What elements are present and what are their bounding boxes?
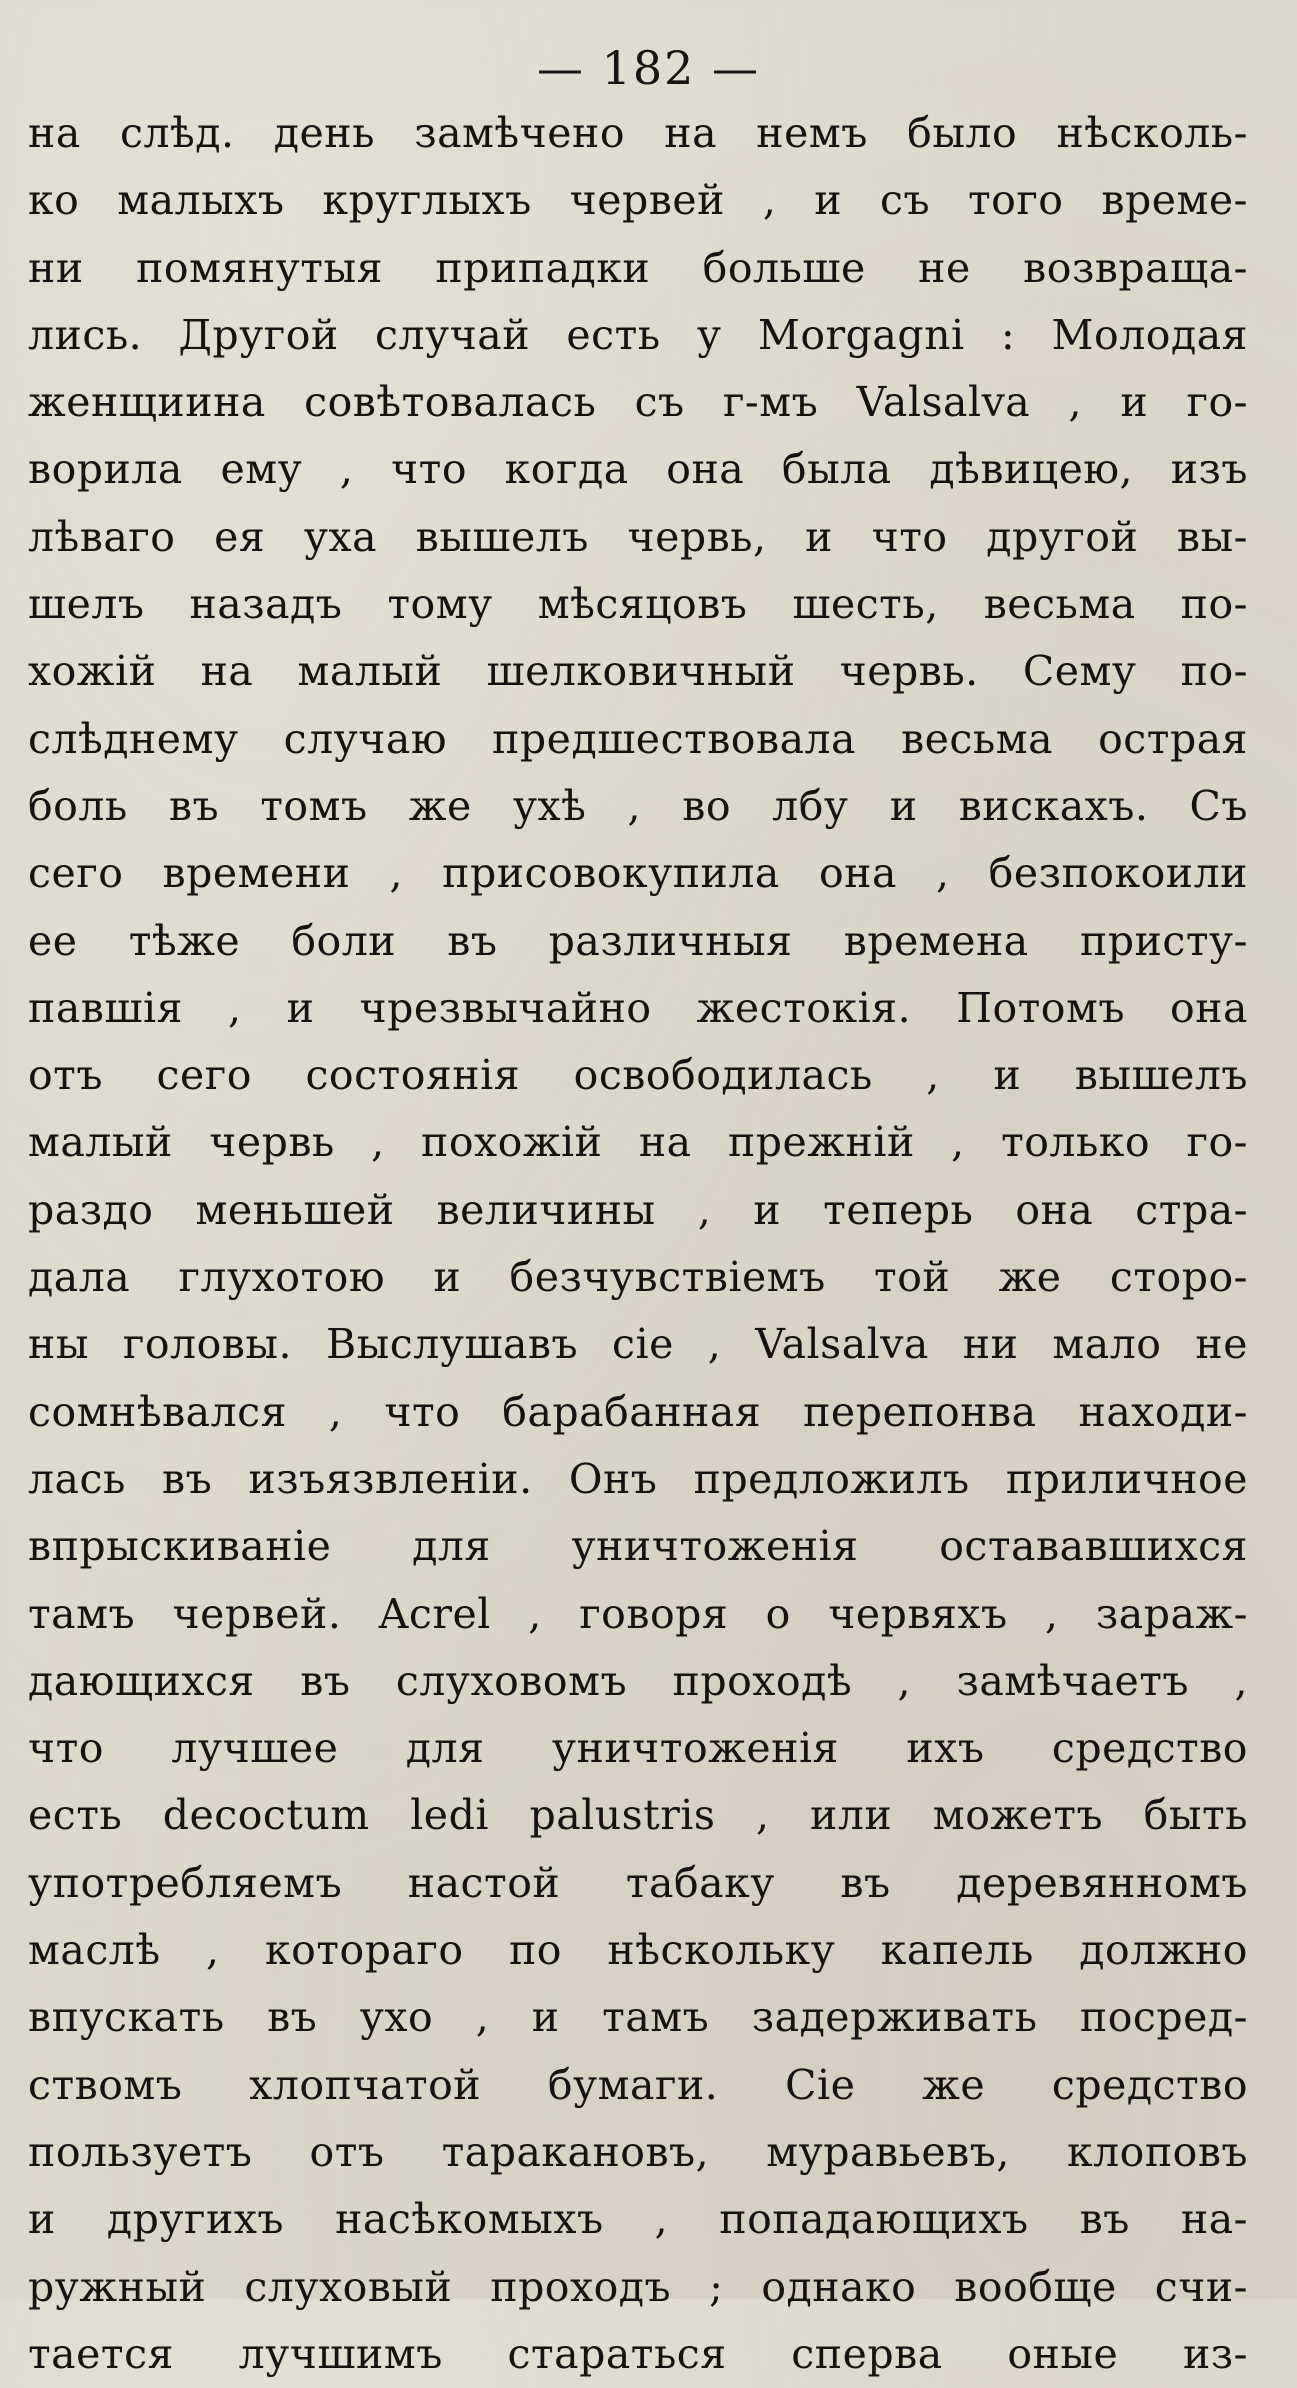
text-line: что лучшее для уничтоженія ихъ средство [28,1724,1248,1773]
text-line: и другихъ насѣкомыхъ , попадающихъ въ на- [28,2195,1248,2244]
text-line: ворила ему , что когда она была дѣвицею, изъ [28,445,1248,494]
text-line: впрыскиваніе для уничтоженія остававшихся [28,1522,1248,1571]
text-line: ни помянутыя припадки больше не возвраща- [28,243,1248,292]
text-line: малый червь , похожій на прежній , только го- [28,1118,1248,1167]
text-line: маслѣ , котораго по нѣскольку капель должно [28,1926,1248,1975]
text-line: ны головы. Выслушавъ сіе , Valsalva ни мало не [28,1320,1248,1369]
text-line: есть decoctum ledi palustris , или можетъ быть [28,1791,1248,1840]
text-line: ствомъ хлопчатой бумаги. Сіе же средство [28,2060,1248,2109]
text-line: впускать въ ухо , и тамъ задерживать посред- [28,1993,1248,2042]
text-line: лась въ изъязвленіи. Онъ предложилъ приличное [28,1454,1248,1503]
page-number: — 182 — [536,41,761,95]
text-line: сего времени , присовокупила она , безпокоили [28,849,1248,898]
text-line: боль въ томъ же ухѣ , во лбу и вискахъ. Съ [28,781,1248,830]
text-line: шелъ назадъ тому мѣсяцовъ шесть, весьма по- [28,580,1248,629]
text-line: на слѣд. день замѣчено на немъ было нѣсколь- [28,109,1248,157]
text-line: тается лучшимъ стараться сперва оные из- [28,2329,1248,2378]
text-line: ружный слуховый проходъ ; однако вообще счи- [28,2262,1248,2311]
text-line: дающихся въ слуховомъ проходѣ , замѣчаетъ , [28,1656,1248,1705]
text-line: сомнѣвался , что барабанная перепонва находи- [28,1387,1248,1436]
text-line: пользуетъ отъ таракановъ, муравьевъ, клоповъ [28,2127,1248,2176]
text-line: употребляемъ настой табаку въ деревянномъ [28,1858,1248,1907]
text-line: хожій на малый шелковичный червь. Сему по- [28,647,1248,696]
text-line: павшія , и чрезвычайно жестокія. Потомъ она [28,983,1248,1032]
text-line: дала глухотою и безчувствіемъ той же сторо- [28,1253,1248,1302]
text-line: отъ сего состоянія освободилась , и вышелъ [28,1051,1248,1100]
text-line: раздо меньшей величины , и теперь она стра- [28,1185,1248,1234]
text-line: слѣднему случаю предшествовала весьма острая [28,714,1248,763]
text-line: лись. Другой случай есть у Morgagni : Молодая [28,310,1248,359]
text-line: женщиина совѣтовалась съ г-мъ Valsalva , и го- [28,378,1248,427]
text-line: ее тѣже боли въ различныя времена присту- [28,916,1248,965]
text-line: ко малыхъ круглыхъ червей , и съ того време- [28,176,1248,225]
body-text [28,100,1248,2388]
text-line: тамъ червей. Acrel , говоря о червяхъ , зараж- [28,1589,1248,1638]
text-line: лѣваго ея уха вышелъ червь, и что другой вы- [28,512,1248,561]
